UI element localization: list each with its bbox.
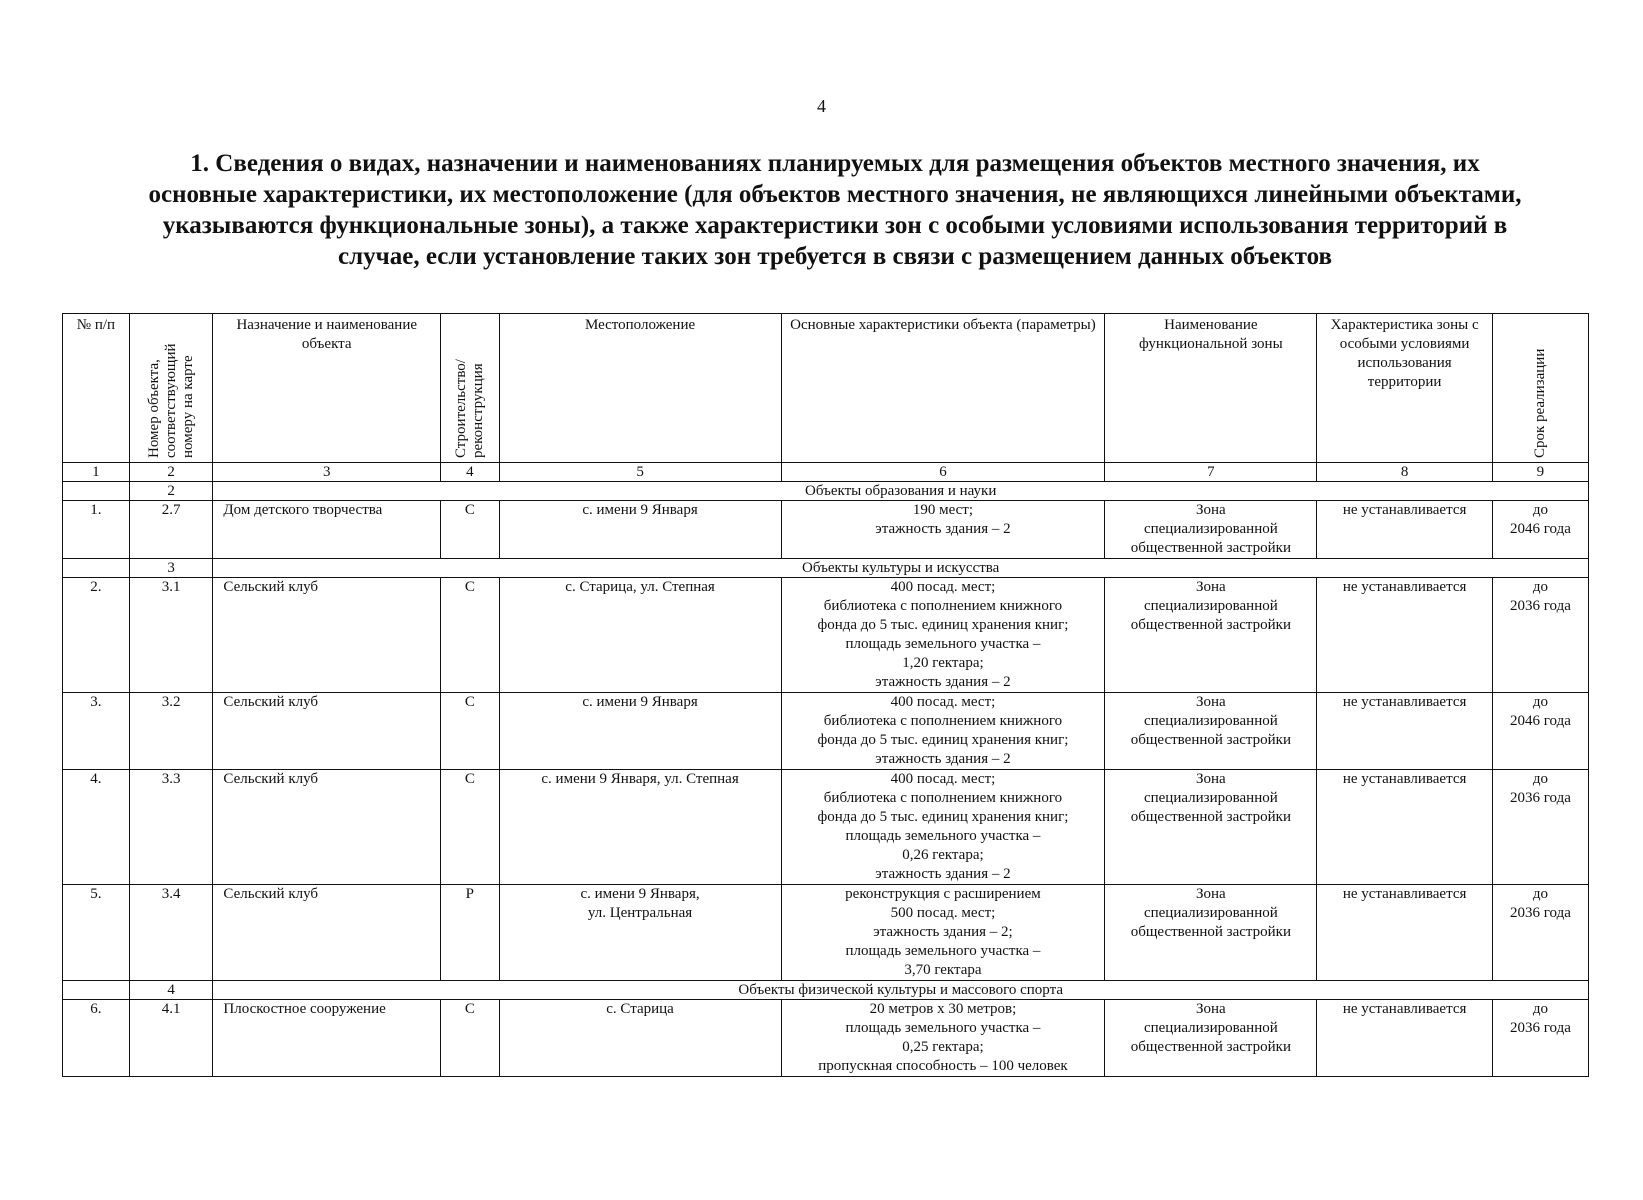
row-construction-type: С (441, 770, 499, 885)
group-empty-cell (63, 482, 130, 501)
column-number: 3 (213, 463, 441, 482)
column-number: 2 (129, 463, 213, 482)
row-parameters: 20 метров х 30 метров; площадь земельного участка – 0,25 гектара; пропускная способность – 100 человек (781, 1000, 1105, 1077)
table-row (63, 885, 1589, 981)
row-num: 2. (63, 578, 130, 693)
row-term: до 2046 года (1492, 693, 1588, 770)
group-row (63, 981, 1589, 1000)
row-num: 4. (63, 770, 130, 885)
row-object-number: 3.2 (129, 693, 213, 770)
row-functional-zone: Зона специализированной общественной застройки (1105, 501, 1317, 559)
row-object-name: Плоскостное сооружение (213, 1000, 441, 1077)
row-term: до 2036 года (1492, 1000, 1588, 1077)
header-location: Местоположение (499, 314, 781, 463)
row-functional-zone: Зона специализированной общественной застройки (1105, 885, 1317, 981)
table-row (63, 693, 1589, 770)
row-object-number: 3.4 (129, 885, 213, 981)
column-number: 9 (1492, 463, 1588, 482)
row-parameters: 400 посад. мест; библиотека с пополнением книжного фонда до 5 тыс. единиц хранения книг; площадь земельного участка – 1,20 гектара; этажность здания – 2 (781, 578, 1105, 693)
row-object-name: Сельский клуб (213, 693, 441, 770)
group-code: 4 (129, 981, 213, 1000)
row-functional-zone: Зона специализированной общественной застройки (1105, 770, 1317, 885)
group-name: Объекты культуры и искусства (213, 559, 1589, 578)
row-special-zone: не устанавливается (1317, 770, 1492, 885)
row-special-zone: не устанавливается (1317, 885, 1492, 981)
title-line: указываются функциональные зоны), а также характеристики зон с особыми условиями использования территорий в (162, 212, 1508, 239)
objects-table (62, 313, 1589, 1077)
row-object-number: 2.7 (129, 501, 213, 559)
row-num: 6. (63, 1000, 130, 1077)
column-number: 4 (441, 463, 499, 482)
title-line: основные характеристики, их местоположение (для объектов местного значения, не являющихся линейными объектами, (148, 181, 1522, 208)
row-location: с. имени 9 Января (499, 501, 781, 559)
row-functional-zone: Зона специализированной общественной застройки (1105, 693, 1317, 770)
row-object-name: Сельский клуб (213, 770, 441, 885)
row-parameters: 190 мест; этажность здания – 2 (781, 501, 1105, 559)
column-number: 5 (499, 463, 781, 482)
row-parameters: 400 посад. мест; библиотека с пополнением книжного фонда до 5 тыс. единиц хранения книг; этажность здания – 2 (781, 693, 1105, 770)
group-name: Объекты образования и науки (213, 482, 1589, 501)
row-object-number: 3.3 (129, 770, 213, 885)
group-code: 3 (129, 559, 213, 578)
table-row (63, 578, 1589, 693)
row-term: до 2036 года (1492, 885, 1588, 981)
group-row (63, 482, 1589, 501)
row-parameters: реконструкция с расширением 500 посад. мест; этажность здания – 2; площадь земельного участка – 3,70 гектара (781, 885, 1105, 981)
row-special-zone: не устанавливается (1317, 501, 1492, 559)
title-line: случае, если установление таких зон требуется в связи с размещением данных объектов (338, 243, 1332, 270)
row-construction-type: С (441, 578, 499, 693)
header-term: Срок реализации (1492, 314, 1588, 463)
header-special-zone: Характеристика зоны с особыми условиями использования территории (1317, 314, 1492, 463)
row-functional-zone: Зона специализированной общественной застройки (1105, 1000, 1317, 1077)
row-term: до 2046 года (1492, 501, 1588, 559)
row-term: до 2036 года (1492, 578, 1588, 693)
row-special-zone: не устанавливается (1317, 578, 1492, 693)
row-construction-type: Р (441, 885, 499, 981)
header-row (63, 314, 1589, 463)
group-name: Объекты физической культуры и массового спорта (213, 981, 1589, 1000)
row-object-name: Дом детского творчества (213, 501, 441, 559)
table-row (63, 770, 1589, 885)
group-empty-cell (63, 559, 130, 578)
column-number: 1 (63, 463, 130, 482)
row-construction-type: С (441, 693, 499, 770)
row-functional-zone: Зона специализированной общественной застройки (1105, 578, 1317, 693)
row-special-zone: не устанавливается (1317, 693, 1492, 770)
column-number: 7 (1105, 463, 1317, 482)
row-location: с. Старица (499, 1000, 781, 1077)
page-number: 4 (817, 96, 826, 116)
column-number-row (63, 463, 1589, 482)
row-object-name: Сельский клуб (213, 885, 441, 981)
column-number: 8 (1317, 463, 1492, 482)
group-row (63, 559, 1589, 578)
row-location: с. Старица, ул. Степная (499, 578, 781, 693)
row-parameters: 400 посад. мест; библиотека с пополнением книжного фонда до 5 тыс. единиц хранения книг; площадь земельного участка – 0,26 гектара; этажность здания – 2 (781, 770, 1105, 885)
table-row (63, 1000, 1589, 1077)
header-parameters: Основные характеристики объекта (параметры) (781, 314, 1105, 463)
row-location: с. имени 9 Января, ул. Центральная (499, 885, 781, 981)
row-object-name: Сельский клуб (213, 578, 441, 693)
group-empty-cell (63, 981, 130, 1000)
row-num: 5. (63, 885, 130, 981)
row-object-number: 4.1 (129, 1000, 213, 1077)
header-object-number: Номер объекта, соответствующий номеру на карте (129, 314, 213, 463)
row-num: 3. (63, 693, 130, 770)
row-construction-type: С (441, 501, 499, 559)
document-title (90, 148, 1580, 272)
title-line: 1. Сведения о видах, назначении и наименованиях планируемых для размещения объектов местного значения, их (190, 150, 1480, 177)
row-num: 1. (63, 501, 130, 559)
row-location: с. имени 9 Января (499, 693, 781, 770)
header-functional-zone: Наименование функциональной зоны (1105, 314, 1317, 463)
header-construction-type: Строительство/ реконструкция (441, 314, 499, 463)
table-row (63, 501, 1589, 559)
row-term: до 2036 года (1492, 770, 1588, 885)
group-code: 2 (129, 482, 213, 501)
row-special-zone: не устанавливается (1317, 1000, 1492, 1077)
row-object-number: 3.1 (129, 578, 213, 693)
column-number: 6 (781, 463, 1105, 482)
row-location: с. имени 9 Января, ул. Степная (499, 770, 781, 885)
row-construction-type: С (441, 1000, 499, 1077)
header-num: № п/п (63, 314, 130, 463)
header-object-name: Назначение и наименование объекта (213, 314, 441, 463)
